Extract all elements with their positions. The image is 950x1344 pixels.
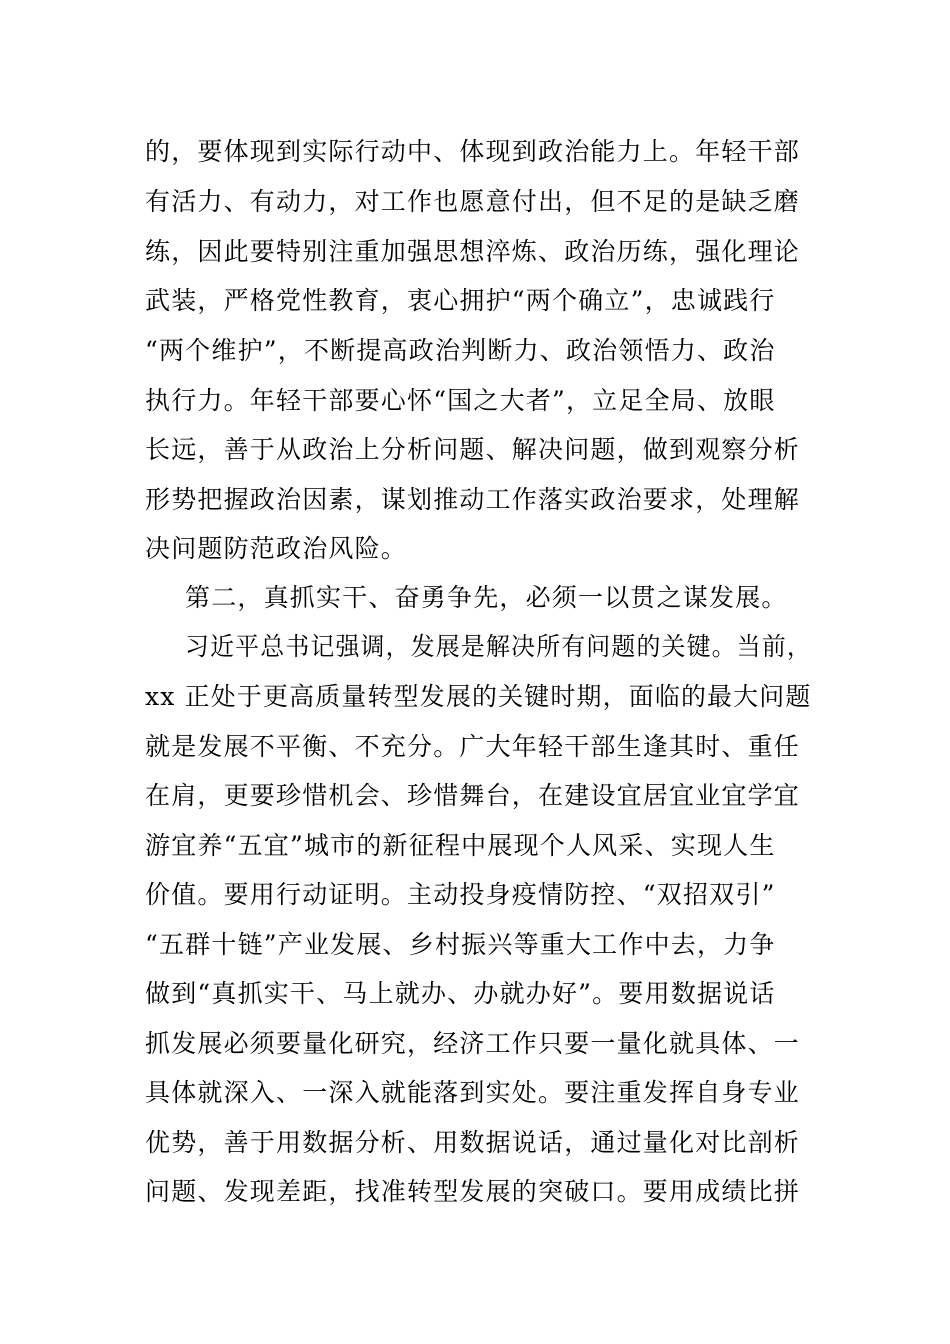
text-line-5: “两个维护”，不断提高政治判断力、政治领悟力、政治 (145, 336, 776, 365)
text-line-18: 做到“真抓实干、马上就办、办就办好”。要用数据说话 (145, 979, 776, 1008)
text-line-7: 长远，善于从政治上分析问题、解决问题，做到观察分析 (145, 435, 801, 464)
text-line-8: 形势把握政治因素，谋划推动工作落实政治要求，处理解 (145, 485, 801, 514)
text-line-11: 习近平总书记强调，发展是解决所有问题的关键。当前， (185, 632, 813, 661)
text-line-6: 执行力。年轻干部要心怀“国之大者”，立足全局、放眼 (145, 386, 776, 415)
text-line-12: xx 正处于更高质量转型发展的关键时期，面临的最大问题 (145, 682, 812, 711)
text-line-13: 就是发展不平衡、不充分。广大年轻干部生逢其时、重任 (145, 732, 801, 761)
text-line-17: “五群十链”产业发展、乡村振兴等重大工作中去，力争 (145, 930, 776, 959)
text-line-16: 价值。要用行动证明。主动投身疫情防控、“双招双引” (145, 880, 776, 909)
text-line-22: 问题、发现差距，找准转型发展的突破口。要用成绩比拼 (145, 1177, 801, 1206)
text-line-14: 在肩，更要珍惜机会、珍惜舞台，在建设宜居宜业宜学宜 (145, 781, 801, 810)
text-line-3: 练，因此要特别注重加强思想淬炼、政治历练，强化理论 (145, 237, 801, 266)
section-heading-second: 第二，真抓实干、奋勇争先，必须一以贯之谋发展。 (185, 583, 788, 612)
text-line-21: 优势，善于用数据分析、用数据说话，通过量化对比剖析 (145, 1128, 801, 1157)
text-line-1: 的，要体现到实际行动中、体现到政治能力上。年轻干部 (145, 137, 801, 166)
text-line-15: 游宜养“五宜”城市的新征程中展现个人风采、实现人生 (145, 831, 776, 860)
text-line-2: 有活力、有动力，对工作也愿意付出，但不足的是缺乏磨 (145, 187, 801, 216)
text-line-9: 决问题防范政治风险。 (145, 534, 408, 563)
text-line-20: 具体就深入、一深入就能落到实处。要注重发挥自身专业 (145, 1078, 801, 1107)
text-line-4: 武装，严格党性教育，衷心拥护“两个确立”，忠诚践行 (145, 286, 776, 315)
text-line-19: 抓发展必须要量化研究，经济工作只要一量化就具体、一 (145, 1029, 801, 1058)
